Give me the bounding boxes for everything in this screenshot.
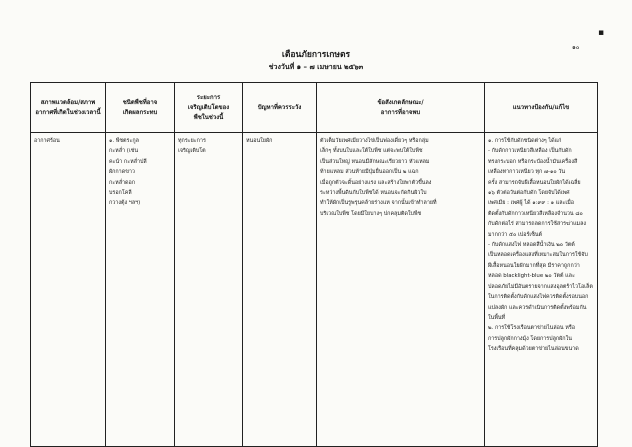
warning-table: [30, 82, 598, 447]
header-growth-stage: ระยะการ เจริญเติบโตของ พืชในช่วงนี้: [175, 83, 243, 133]
header-management: แนวทางป้องกัน/แก้ไข: [485, 83, 598, 133]
cell-management: ๑. การใช้กับดักชนิดต่างๆ ได้แก่ - กับดักกาวเหนียวสีเหลือง เป็นกับดัก ทรงกระบอก หรือกระป๋องน้ำมันเครื่องสี เหลืองทากาวเหนียว ทุก ๗-๑๐ วัน ครั้ง สามารถจับผีเสื้อหนอนใยผักได้เฉลี่ย ๑๖ ตัวต่อวันต่อกับดัก โดยจับได้เพศ เพศเมีย : เพศผู้ ได้ ๑:๙๙ : ๑ และเมื่อ ติดตั้งกับดักกาวเหนียวสีเหลืองจำนวน ๘๐ กับดักต่อไร่ สามารถลดการใช้สารฆ่าแมลง มากกว่า ๕๐ เปอร์เซ็นต์ - กับดักแสงไฟ หลอดสีน้ำเงิน ๒๐ วัตต์ เป็นหลอดเครื่องแสงที่เหมาะสมในการใช้จับ ผีเสื้อหนอนใยผักมากที่สุด มีราคาถูกกว่า หลอด blacklight-blue ๒๐ วัตต์ และ ปลอดภัยไม่มีอันตรายจากแสงอุลตร้าไวโอเล็ต ในการติดตั้งกับดักแสงไฟควรติดตั้งรอบนอก แปลงผัก และควรดำเนินการติดตั้งพร้อมกัน ในพื้นที่ ๒. การใช้โรงเรือนตาข่ายไนล่อน หรือ การปลูกผักกางมุ้ง โดยการปลูกผักใน โรงเรือนที่คลุมด้วยตาข่ายไนล่อนขนาด: [485, 133, 598, 447]
page-number: ๑๐: [572, 44, 580, 51]
page-subtitle: ช่วงวันที่ ๑ – ๗ เมษายน ๒๕๖๓: [268, 63, 364, 71]
corner-mark: ▪: [598, 28, 605, 38]
header-symptoms: ข้อสังเกตลักษณะ/ อาการที่อาจพบ: [317, 83, 485, 133]
cell-symptoms: ตัวเต็มวัยเพศเมียวางไข่เป็นฟองเดี่ยวๆ หรือกลุ่ม เล็กๆ ทั้งบนใบและใต้ใบพืช แต่จะพบใต้ใบพืช เป็นส่วนใหญ่ หนอนมีลักษณะเรียวยาว หัวแหลม ท้ายแหลม ส่วนท้ายมีปุ่มยื่นออกเป็น ๒ แฉก เมื่อถูกตัวจะดิ้นอย่างแรง และสร้างใยพาตัวขึ้นลง ระหว่างพื้นดินกับใบพืชได้ หนอนจะกัดกินผิวใบ ทำให้ผักเป็นรูพรุนคล้ายร่างแห จากนั้นเข้าทำลายที่ บริเวณใบพืช โดยมีใยบางๆ ปกคลุมติดใบพืช: [317, 133, 485, 447]
header-row: [31, 83, 598, 133]
header-crops: ชนิดพืชที่อาจ เกิดผลกระทบ: [106, 83, 175, 133]
header-condition: สภาพแวดล้อม/สภาพ อากาศที่เกิดในช่วงเวลานี้: [31, 83, 106, 133]
cell-growth-stage: ทุกระยะการ เจริญเติบโต: [175, 133, 243, 447]
page-title: เตือนภัยการเกษตร: [281, 50, 351, 60]
cell-crops: ๑. พืชตระกูล กะหล่ำ (เช่น คะน้า กะหล่ำปลี ผักกาดขาว กะหล่ำดอก บรอกโคลี กวางตุ้ง ฯลฯ): [106, 133, 175, 447]
cell-problem: หนอนใยผัก: [243, 133, 317, 447]
header-problem: ปัญหาที่ควรระวัง: [243, 83, 317, 133]
cell-condition: อากาศร้อน: [31, 133, 106, 447]
table-row: [31, 133, 598, 447]
